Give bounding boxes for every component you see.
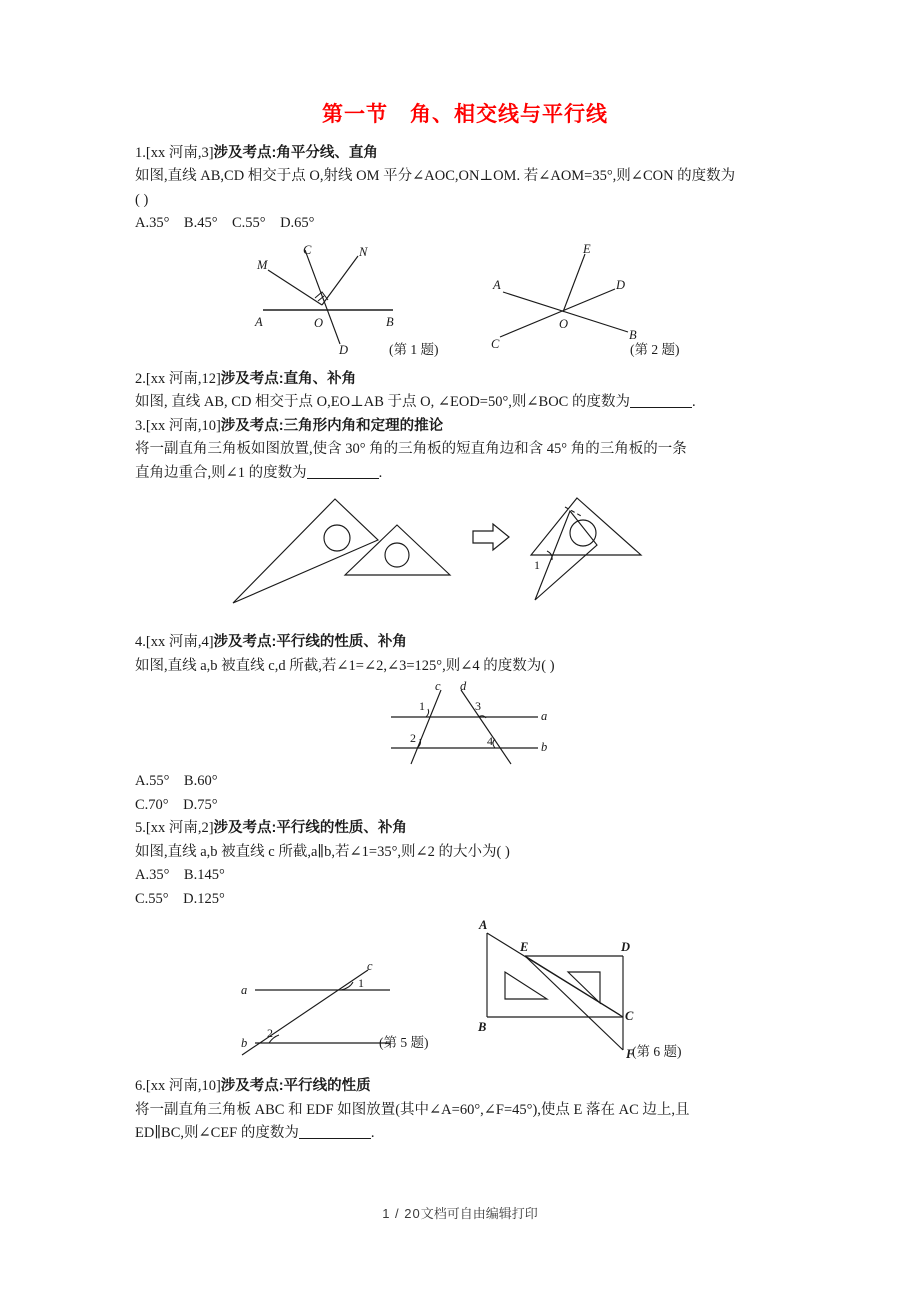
- question-6-body-line1: 将一副直角三角板 ABC 和 EDF 如图放置(其中∠A=60°,∠F=45°),使点 E 落在 AC 边上,且: [135, 1101, 690, 1118]
- figure-6-caption: (第 6 题): [632, 1044, 682, 1060]
- question-1-keypoint: 角平分线、直角: [276, 145, 378, 161]
- question-3-body-text: 直角边重合,则∠1 的度数为: [135, 464, 307, 481]
- question-6-keypoint-label: 涉及考点:: [220, 1078, 284, 1095]
- question-6-keypoint: 平行线的性质: [283, 1078, 371, 1095]
- figure-5-label-c: c: [367, 959, 373, 974]
- figure-2-label-O: O: [559, 316, 569, 331]
- question-3-body-period: .: [378, 464, 383, 481]
- question-5-heading: [135, 817, 795, 840]
- question-3-heading: [135, 415, 795, 438]
- question-5-body: 如图,直线 a,b 被直线 c 所截,a∥b,若∠1=35°,则∠2 的大小为( ): [135, 843, 510, 860]
- figure-6-label-C: C: [625, 1009, 634, 1024]
- figure-4-label-b: b: [541, 740, 548, 755]
- figure-5-angle-1: 1: [358, 976, 364, 991]
- question-1-keypoint-label: 涉及考点:: [213, 145, 277, 161]
- question-2-source: [xx 河南,12]: [145, 370, 221, 387]
- question-5-keypoint: 平行线的性质、补角: [276, 820, 407, 837]
- question-6-source: [xx 河南,10]: [145, 1078, 221, 1095]
- figure-1-label-D: D: [339, 342, 349, 357]
- figure-5-caption: (第 5 题): [379, 1035, 429, 1051]
- figure-row-5-6: [135, 915, 795, 1073]
- question-2-body: [135, 391, 795, 414]
- question-6-body-line2: [135, 1122, 795, 1145]
- question-5-keypoint-label: 涉及考点:: [213, 820, 277, 837]
- question-2-keypoint-label: 涉及考点:: [220, 370, 284, 387]
- question-5-number: 5.: [135, 820, 146, 837]
- question-1-options: A.35° B.45° C.55° D.65°: [135, 215, 315, 232]
- figure-4-label-c: c: [435, 679, 441, 694]
- figure-2-label-A: A: [493, 277, 501, 292]
- figure-4-label-a: a: [541, 709, 548, 724]
- footer-note: 文档可自由编辑打印: [420, 1206, 538, 1221]
- figure-6-label-B: B: [478, 1020, 487, 1035]
- question-2-body-period: .: [691, 394, 696, 411]
- question-2-number: 2.: [135, 370, 146, 387]
- figure-1-label-C: C: [303, 242, 312, 257]
- figure-6-label-A: A: [479, 918, 488, 933]
- figure-row-3: [135, 493, 795, 631]
- question-4-number: 4.: [135, 634, 146, 651]
- question-4-keypoint-label: 涉及考点:: [213, 634, 277, 651]
- question-6-heading: [135, 1075, 795, 1098]
- figure-1-caption: (第 1 题): [389, 341, 439, 357]
- question-3-keypoint-label: 涉及考点:: [220, 417, 284, 434]
- question-4-options-line1: A.55° B.60°: [135, 773, 218, 790]
- question-6-body-text: ED∥BC,则∠CEF 的度数为: [135, 1125, 299, 1142]
- question-2-body-text: 如图, 直线 AB, CD 相交于点 O,EO⊥AB 于点 O, ∠EOD=50°,则∠BOC 的度数为: [135, 394, 630, 411]
- figure-1-label-O: O: [314, 315, 324, 330]
- question-1-source: [xx 河南,3]: [145, 145, 214, 161]
- figure-1-label-B: B: [386, 314, 394, 329]
- question-3-source: [xx 河南,10]: [145, 417, 221, 434]
- figure-2-label-B: B: [629, 327, 637, 342]
- question-4-options-line2: C.70° D.75°: [135, 796, 218, 813]
- figure-6-label-F: F: [626, 1047, 635, 1062]
- figure-5-label-a: a: [241, 983, 248, 998]
- figure-5-label-b: b: [241, 1036, 248, 1051]
- figure-1-label-A: A: [255, 314, 263, 329]
- question-6-answer-blank[interactable]: [299, 1124, 371, 1139]
- figure-2-label-D: D: [616, 277, 626, 292]
- figure-4-angle-4: 4: [487, 734, 493, 749]
- question-1-number: 1.: [135, 145, 146, 161]
- question-2-keypoint: 直角、补角: [283, 370, 357, 387]
- question-6-body-period: .: [370, 1125, 375, 1142]
- question-2-answer-blank[interactable]: [630, 394, 692, 409]
- figure-4-angle-1: 1: [419, 699, 425, 714]
- question-5-options-line2: C.55° D.125°: [135, 890, 225, 907]
- figure-2-caption: (第 2 题): [630, 341, 680, 357]
- figure-5-angle-2: 2: [267, 1026, 273, 1041]
- question-1-heading: [135, 142, 795, 165]
- figure-2-label-E: E: [583, 241, 591, 256]
- figure-6-label-D: D: [621, 940, 631, 955]
- figure-3: [225, 493, 695, 625]
- question-3-body-line1: 将一副直角三角板如图放置,使含 30° 角的三角板的短直角边和含 45° 角的三角板的一条: [135, 441, 687, 458]
- question-5-options-line1: A.35° B.145°: [135, 867, 225, 884]
- figure-1-label-N: N: [359, 244, 368, 259]
- figure-6-label-E: E: [520, 940, 529, 955]
- figure-4-angle-2: 2: [410, 731, 416, 746]
- question-3-body-line2: [135, 462, 795, 485]
- question-4-body: 如图,直线 a,b 被直线 c,d 所截,若∠1=∠2,∠3=125°,则∠4 的度数为( ): [135, 657, 555, 674]
- question-6-number: 6.: [135, 1078, 146, 1095]
- question-1-answer-parens: ( ): [135, 191, 149, 208]
- page-content: [135, 98, 795, 1146]
- figure-4-angle-3: 3: [475, 699, 481, 714]
- page-footer: [0, 1203, 920, 1222]
- question-1-body: 如图,直线 AB,CD 相交于点 O,射线 OM 平分∠AOC,ON⊥OM. 若∠AOM=35°,则∠CON 的度数为: [135, 168, 736, 185]
- figure-1-label-M: M: [257, 257, 268, 272]
- figure-4-label-d: d: [460, 679, 467, 694]
- question-5-source: [xx 河南,2]: [145, 820, 214, 837]
- question-4-heading: [135, 631, 795, 654]
- question-2-heading: [135, 368, 795, 391]
- page-title: 第一节 角、相交线与平行线: [322, 103, 608, 126]
- figure-4: [383, 679, 568, 768]
- question-3-number: 3.: [135, 417, 146, 434]
- question-3-answer-blank[interactable]: [307, 464, 379, 479]
- footer-page-number: 1 / 20: [382, 1206, 421, 1221]
- figure-3-angle-1: 1: [534, 558, 540, 573]
- question-4-keypoint: 平行线的性质、补角: [276, 634, 407, 651]
- figure-row-4: [135, 679, 795, 770]
- figure-2-label-C: C: [491, 336, 500, 351]
- question-4-source: [xx 河南,4]: [145, 634, 214, 651]
- question-3-keypoint: 三角形内角和定理的推论: [283, 417, 444, 434]
- figure-row-1-2: [135, 241, 795, 366]
